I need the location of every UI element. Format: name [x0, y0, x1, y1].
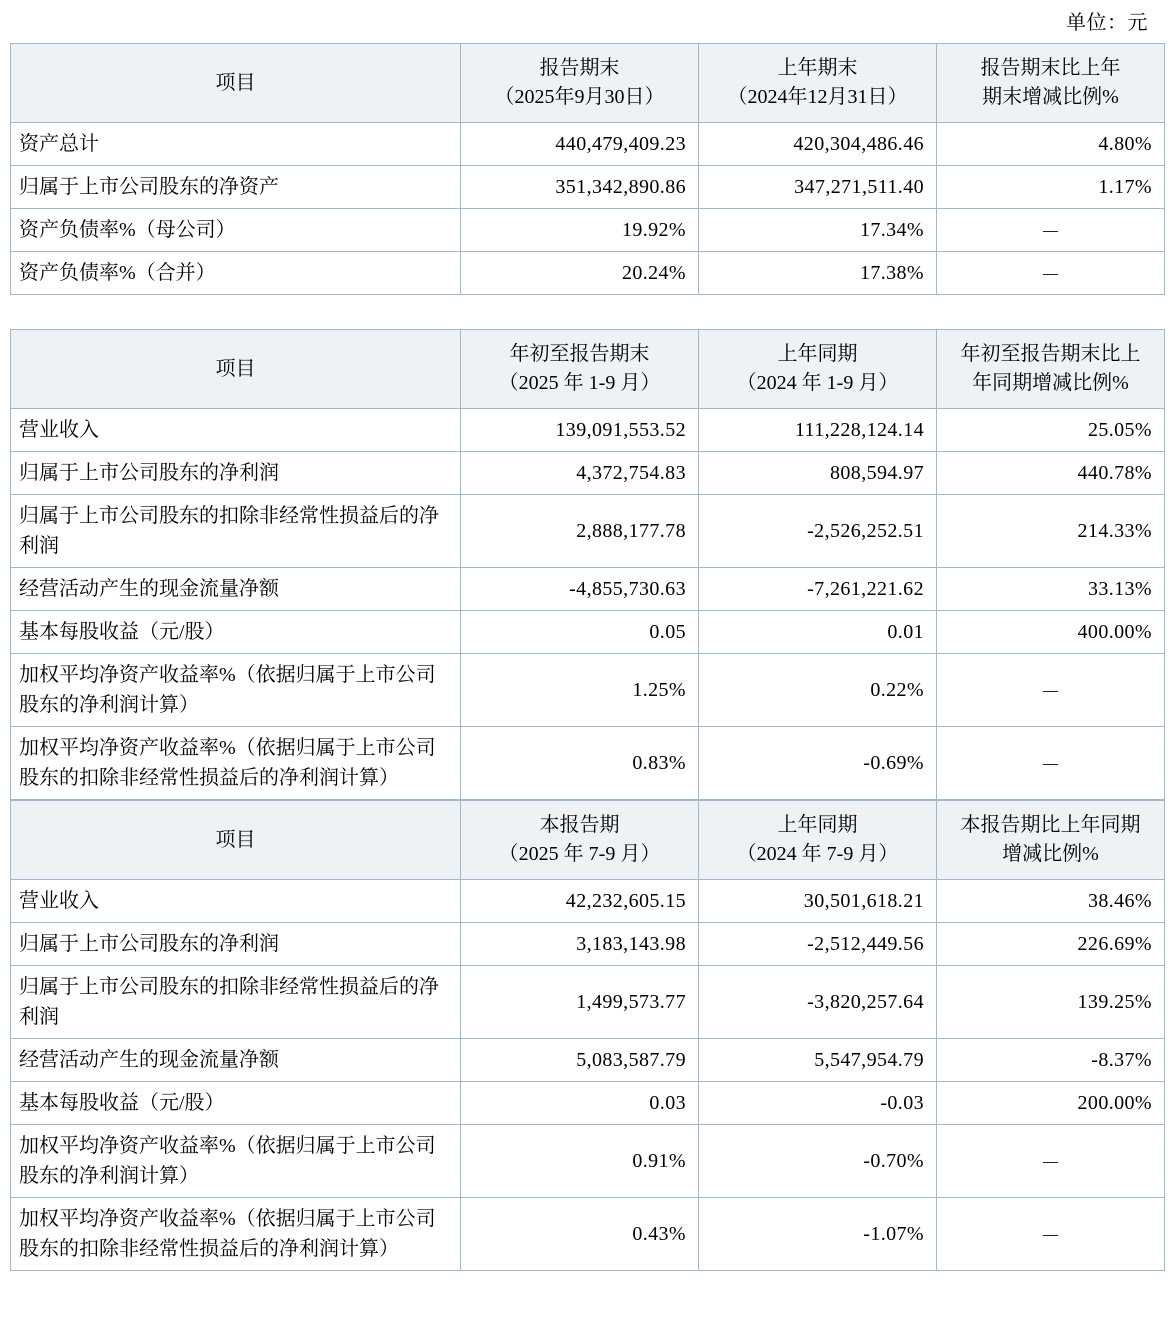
row-value-current: 351,342,890.86 — [461, 166, 699, 209]
row-value-ytd: 0.83% — [461, 727, 699, 800]
header-cell-change — [937, 44, 1165, 123]
row-value-change: 33.13% — [937, 568, 1165, 611]
table-row — [11, 727, 1165, 800]
header-cell-change — [937, 330, 1165, 409]
header-line-1: 本报告期比上年同期 — [960, 814, 1141, 836]
header-line-2: （2025 年 1-9 月） — [498, 372, 661, 394]
row-value-quarter: 0.91% — [461, 1125, 699, 1198]
header-line-2: （2024 年 7-9 月） — [736, 843, 899, 865]
row-value-prior: 30,501,618.21 — [699, 880, 937, 923]
table-row — [11, 966, 1165, 1039]
row-value-quarter: 0.03 — [461, 1082, 699, 1125]
row-value-quarter: 1,499,573.77 — [461, 966, 699, 1039]
header-cell-item — [11, 330, 461, 409]
row-value-prior: 5,547,954.79 — [699, 1039, 937, 1082]
row-item-label: 加权平均净资产收益率%（依据归属于上市公司股东的扣除非经常性损益后的净利润计算） — [11, 1198, 461, 1271]
row-value-change: 1.17% — [937, 166, 1165, 209]
table-row — [11, 495, 1165, 568]
row-value-change: 200.00% — [937, 1082, 1165, 1125]
row-value-prior: -2,512,449.56 — [699, 923, 937, 966]
table-row — [11, 1125, 1165, 1198]
row-value-ytd: 139,091,553.52 — [461, 409, 699, 452]
row-value-quarter: 42,232,605.15 — [461, 880, 699, 923]
row-item-label: 归属于上市公司股东的净利润 — [11, 923, 461, 966]
row-value-change: 4.80% — [937, 123, 1165, 166]
header-line-2: 年同期增减比例% — [972, 372, 1129, 394]
table-row — [11, 1198, 1165, 1271]
row-value-change: 214.33% — [937, 495, 1165, 568]
row-value-prior: 420,304,486.46 — [699, 123, 937, 166]
row-value-ytd: 4,372,754.83 — [461, 452, 699, 495]
header-line-1: 项目 — [215, 357, 256, 380]
table-header-row — [11, 44, 1165, 123]
row-value-change: － — [937, 1125, 1165, 1198]
row-value-ytd: 2,888,177.78 — [461, 495, 699, 568]
header-line-1: 项目 — [215, 71, 256, 94]
header-line-1: 年初至报告期末比上 — [960, 343, 1141, 365]
row-value-prior: -0.03 — [699, 1082, 937, 1125]
header-line-2: （2024年12月31日） — [727, 86, 908, 108]
row-value-current: 20.24% — [461, 252, 699, 295]
row-item-label: 资产负债率%（母公司） — [11, 209, 461, 252]
row-item-label: 加权平均净资产收益率%（依据归属于上市公司股东的净利润计算） — [11, 654, 461, 727]
row-item-label: 基本每股收益（元/股） — [11, 1082, 461, 1125]
table-row — [11, 123, 1165, 166]
row-value-change: 139.25% — [937, 966, 1165, 1039]
row-item-label: 归属于上市公司股东的扣除非经常性损益后的净利润 — [11, 495, 461, 568]
row-value-current: 19.92% — [461, 209, 699, 252]
table-row — [11, 166, 1165, 209]
row-item-label: 归属于上市公司股东的净资产 — [11, 166, 461, 209]
header-cell-item — [11, 44, 461, 123]
row-value-prior: -0.69% — [699, 727, 937, 800]
header-line-1: 上年期末 — [777, 57, 858, 79]
table-row — [11, 252, 1165, 295]
header-line-1: 项目 — [215, 828, 256, 851]
header-line-2: （2025年9月30日） — [494, 86, 665, 108]
row-value-quarter: 3,183,143.98 — [461, 923, 699, 966]
balance-sheet-table — [10, 43, 1165, 295]
row-item-label: 加权平均净资产收益率%（依据归属于上市公司股东的净利润计算） — [11, 1125, 461, 1198]
header-line-1: 上年同期 — [777, 343, 858, 365]
row-value-prior: 0.22% — [699, 654, 937, 727]
header-cell-prior-period — [699, 44, 937, 123]
row-item-label: 营业收入 — [11, 880, 461, 923]
header-line-1: 报告期末 — [539, 57, 620, 79]
row-value-change: － — [937, 1198, 1165, 1271]
row-value-prior: 808,594.97 — [699, 452, 937, 495]
table-row — [11, 654, 1165, 727]
table-row — [11, 409, 1165, 452]
header-cell-prior-quarter — [699, 801, 937, 880]
table-row — [11, 1082, 1165, 1125]
row-value-prior: -3,820,257.64 — [699, 966, 937, 1039]
row-value-change: 440.78% — [937, 452, 1165, 495]
header-line-1: 报告期末比上年 — [980, 57, 1121, 79]
row-value-prior: 17.38% — [699, 252, 937, 295]
quarter-performance-table — [10, 800, 1165, 1271]
row-value-prior: 0.01 — [699, 611, 937, 654]
ytd-performance-table — [10, 329, 1165, 800]
row-item-label: 经营活动产生的现金流量净额 — [11, 1039, 461, 1082]
header-cell-prior-ytd — [699, 330, 937, 409]
header-line-1: 本报告期 — [539, 814, 620, 836]
row-value-change: 25.05% — [937, 409, 1165, 452]
table-row — [11, 1039, 1165, 1082]
row-value-prior: -2,526,252.51 — [699, 495, 937, 568]
header-cell-item — [11, 801, 461, 880]
table-row — [11, 209, 1165, 252]
table-row — [11, 880, 1165, 923]
row-value-change: － — [937, 252, 1165, 295]
row-item-label: 资产总计 — [11, 123, 461, 166]
table-spacer — [10, 295, 1164, 329]
header-line-2: 增减比例% — [1002, 843, 1099, 865]
row-value-change: － — [937, 654, 1165, 727]
table-row — [11, 611, 1165, 654]
header-cell-current-period — [461, 44, 699, 123]
row-value-ytd: 0.05 — [461, 611, 699, 654]
header-line-1: 上年同期 — [777, 814, 858, 836]
row-value-ytd: 1.25% — [461, 654, 699, 727]
table-row — [11, 452, 1165, 495]
header-cell-change — [937, 801, 1165, 880]
table-row — [11, 568, 1165, 611]
row-value-prior: -0.70% — [699, 1125, 937, 1198]
row-item-label: 经营活动产生的现金流量净额 — [11, 568, 461, 611]
row-value-quarter: 0.43% — [461, 1198, 699, 1271]
row-value-change: 400.00% — [937, 611, 1165, 654]
unit-note: 单位：元 — [1066, 12, 1148, 34]
row-value-prior: -1.07% — [699, 1198, 937, 1271]
header-line-2: （2025 年 7-9 月） — [498, 843, 661, 865]
row-value-quarter: 5,083,587.79 — [461, 1039, 699, 1082]
table-row — [11, 923, 1165, 966]
row-value-change: 226.69% — [937, 923, 1165, 966]
row-value-change: － — [937, 209, 1165, 252]
table-header-row — [11, 330, 1165, 409]
row-item-label: 营业收入 — [11, 409, 461, 452]
row-value-prior: -7,261,221.62 — [699, 568, 937, 611]
row-value-prior: 17.34% — [699, 209, 937, 252]
header-line-2: （2024 年 1-9 月） — [736, 372, 899, 394]
row-value-change: － — [937, 727, 1165, 800]
row-value-change: -8.37% — [937, 1039, 1165, 1082]
row-value-prior: 347,271,511.40 — [699, 166, 937, 209]
table-header-row — [11, 801, 1165, 880]
row-value-current: 440,479,409.23 — [461, 123, 699, 166]
row-value-ytd: -4,855,730.63 — [461, 568, 699, 611]
row-item-label: 资产负债率%（合并） — [11, 252, 461, 295]
row-value-change: 38.46% — [937, 880, 1165, 923]
header-line-1: 年初至报告期末 — [509, 343, 650, 365]
row-item-label: 加权平均净资产收益率%（依据归属于上市公司股东的扣除非经常性损益后的净利润计算） — [11, 727, 461, 800]
header-cell-quarter — [461, 801, 699, 880]
row-value-prior: 111,228,124.14 — [699, 409, 937, 452]
row-item-label: 归属于上市公司股东的扣除非经常性损益后的净利润 — [11, 966, 461, 1039]
header-line-2: 期末增减比例% — [982, 86, 1119, 108]
row-item-label: 归属于上市公司股东的净利润 — [11, 452, 461, 495]
row-item-label: 基本每股收益（元/股） — [11, 611, 461, 654]
header-cell-ytd — [461, 330, 699, 409]
